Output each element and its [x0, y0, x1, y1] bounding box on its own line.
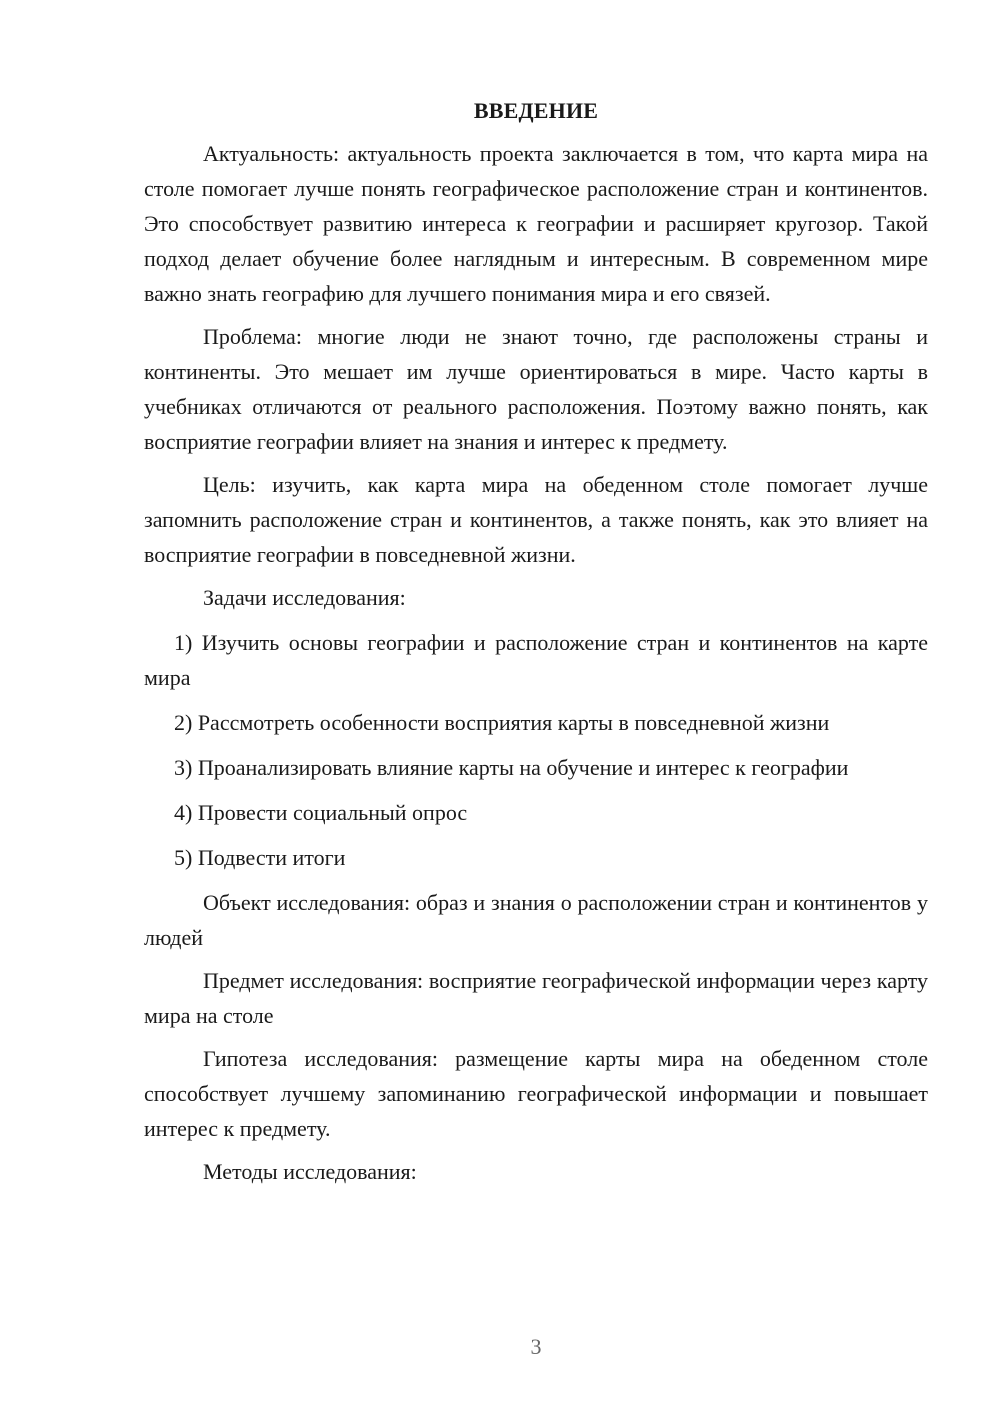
paragraph-problem: Проблема: многие люди не знают точно, где расположены страны и континенты. Это мешает им лучше ориентироваться в мире. Часто карты в учебниках отличаются от реального расположения. Поэтому важно понять, как восприятие географии влияет на знания и интерес к предмету.	[144, 324, 928, 454]
methods-heading: Методы исследования:	[203, 1159, 417, 1184]
task-item-3: 3) Проанализировать влияние карты на обучение и интерес к географии	[174, 755, 849, 780]
task-item-2: 2) Рассмотреть особенности восприятия карты в повседневной жизни	[174, 710, 830, 735]
paragraph-goal: Цель: изучить, как карта мира на обеденном столе помогает лучше запомнить расположение стран и континентов, а также понять, как это влияет на восприятие географии в повседневной жизни.	[144, 472, 928, 567]
task-item-1: 1) Изучить основы географии и расположение стран и континентов на карте мира	[144, 630, 928, 690]
page-title: ВВЕДЕНИЕ	[473, 98, 599, 123]
tasks-heading: Задачи исследования:	[203, 585, 406, 610]
task-item-4: 4) Провести социальный опрос	[174, 800, 468, 825]
page-number: 3	[530, 1334, 542, 1359]
task-item-5: 5) Подвести итоги	[174, 845, 346, 870]
page-content	[144, 94, 928, 1197]
paragraph-relevance: Актуальность: актуальность проекта заключается в том, что карта мира на столе помогает лучше понять географическое расположение стран и континентов. Это способствует развитию интереса к географии и расширяет кругозор. Такой подход делает обучение более наглядным и интересным. В современном мире важно знать географию для лучшего понимания мира и его связей.	[144, 141, 928, 306]
paragraph-hypothesis: Гипотеза исследования: размещение карты мира на обеденном столе способствует лучшему запоминанию географической информации и повышает интерес к предмету.	[144, 1046, 928, 1141]
paragraph-subject: Предмет исследования: восприятие географической информации через карту мира на столе	[144, 968, 928, 1028]
paragraph-object: Объект исследования: образ и знания о расположении стран и континентов у людей	[144, 890, 928, 950]
